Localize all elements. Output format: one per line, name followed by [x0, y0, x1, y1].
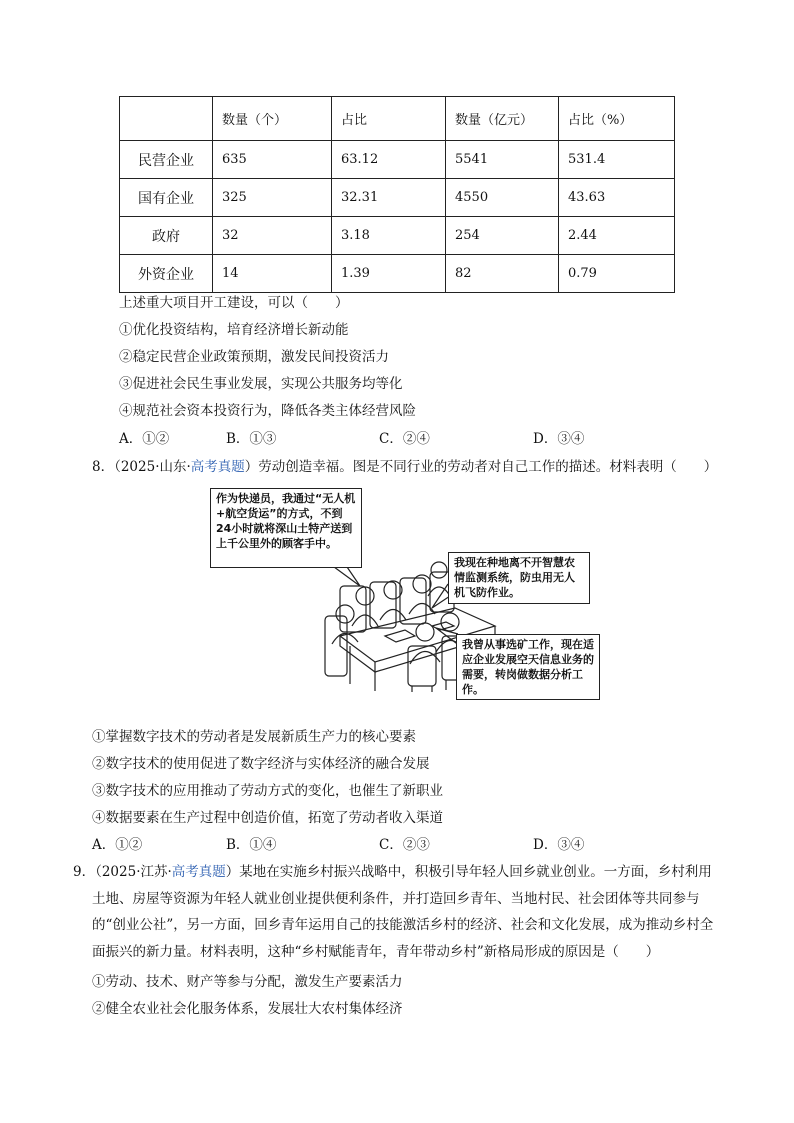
table-header-cell: 占比: [332, 97, 446, 141]
q8-item: ③数字技术的应用推动了劳动方式的变化，也催生了新职业: [92, 783, 443, 799]
table-cell: 531.4: [559, 141, 675, 179]
q9-stem: 某地在实施乡村振兴战略中，积极引导年轻人回乡就业创业。一方面，乡村利用土地、房屋等资源为年轻人就业创业提供便利条件，并打造回乡青年、当地村民、社会团体等共同参与的“创业公社”，另一方面，回乡青年运用自己的技能激活乡村的经济、社会和文化发展，成为推动乡村全面振兴的新力量。材料表明，这种“乡村赋能青年，青年带动乡村”新格局形成的原因是（ ）: [92, 864, 714, 960]
q7-item: ①优化投资结构，培育经济增长新动能: [119, 322, 349, 338]
q7-item: ③促进社会民生事业发展，实现公共服务均等化: [119, 376, 403, 392]
q8-source-tag[interactable]: 高考真题: [190, 459, 245, 475]
table-cell: 63.12: [332, 141, 446, 179]
table-cell: 5541: [446, 141, 559, 179]
table-cell: 4550: [446, 179, 559, 217]
table-header-cell: 数量（亿元）: [446, 97, 559, 141]
table-cell: 82: [446, 255, 559, 293]
table-row: [120, 217, 675, 255]
speech-bubble-farmer: 我现在种地离不开智慧农情监测系统，防虫用无人机飞防作业。: [448, 552, 590, 604]
table-row: [120, 255, 675, 293]
q7-option-d: D．③④: [533, 431, 585, 447]
table-cell: 民营企业: [120, 141, 213, 179]
table-cell: 国有企业: [120, 179, 213, 217]
table-cell: 32.31: [332, 179, 446, 217]
q8-source-open: （2025·山东·: [114, 459, 191, 475]
workers-illustration: [210, 486, 600, 696]
q9-paragraph: [73, 859, 724, 965]
q7-option-b: B．①③: [226, 431, 277, 447]
q9-number: 9．: [73, 864, 96, 880]
q8-option-a: A．①②: [92, 837, 143, 853]
q7-option-c: C．②④: [379, 431, 430, 447]
table-cell: 外资企业: [120, 255, 213, 293]
table-cell: 43.63: [559, 179, 675, 217]
table-header-cell: [120, 97, 213, 141]
speech-bubble-courier: 作为快递员，我通过“无人机+航空货运”的方式，不到24小时就将深山土特产送到上千公里外的顾客手中。: [210, 488, 362, 568]
q9-item: ②健全农业社会化服务体系，发展壮大农村集体经济: [92, 1001, 403, 1017]
table-cell: 2.44: [559, 217, 675, 255]
q8-header: [92, 458, 717, 476]
table-cell: 14: [213, 255, 332, 293]
q9-source-close: ）: [225, 864, 240, 880]
table-cell: 政府: [120, 217, 213, 255]
table-cell: 635: [213, 141, 332, 179]
q8-number: 8．: [92, 459, 115, 475]
table-row: [120, 141, 675, 179]
q8-item: ②数字技术的使用促进了数字经济与实体经济的融合发展: [92, 756, 430, 772]
q8-option-c: C．②③: [379, 837, 430, 853]
q7-option-a: A．①②: [119, 431, 170, 447]
table-cell: 1.39: [332, 255, 446, 293]
q9-source-open: （2025·江苏·: [95, 864, 172, 880]
table-header-cell: 数量（个）: [213, 97, 332, 141]
table-cell: 3.18: [332, 217, 446, 255]
q8-option-d: D．③④: [533, 837, 585, 853]
table-header-cell: 占比（%）: [559, 97, 675, 141]
q9-source-tag[interactable]: 高考真题: [171, 864, 226, 880]
q7-stem: 上述重大项目开工建设，可以（ ）: [119, 295, 349, 311]
investment-table: [119, 96, 675, 293]
table-row: [120, 179, 675, 217]
q7-item: ②稳定民营企业政策预期，激发民间投资活力: [119, 349, 389, 365]
q8-stem: 劳动创造幸福。图是不同行业的劳动者对自己工作的描述。材料表明（ ）: [258, 459, 718, 475]
table-header-row: [120, 97, 675, 141]
q9-item: ①劳动、技术、财产等参与分配，激发生产要素活力: [92, 974, 403, 990]
table-cell: 0.79: [559, 255, 675, 293]
q7-item: ④规范社会资本投资行为，降低各类主体经营风险: [119, 403, 416, 419]
table-cell: 325: [213, 179, 332, 217]
q8-item: ④数据要素在生产过程中创造价值，拓宽了劳动者收入渠道: [92, 810, 443, 826]
table-cell: 32: [213, 217, 332, 255]
q8-source-close: ）: [244, 459, 259, 475]
speech-bubble-miner: 我曾从事选矿工作，现在适应企业发展空天信息业务的需要，转岗做数据分析工作。: [456, 634, 600, 700]
table-cell: 254: [446, 217, 559, 255]
q8-item: ①掌握数字技术的劳动者是发展新质生产力的核心要素: [92, 729, 416, 745]
q8-option-b: B．①④: [226, 837, 277, 853]
